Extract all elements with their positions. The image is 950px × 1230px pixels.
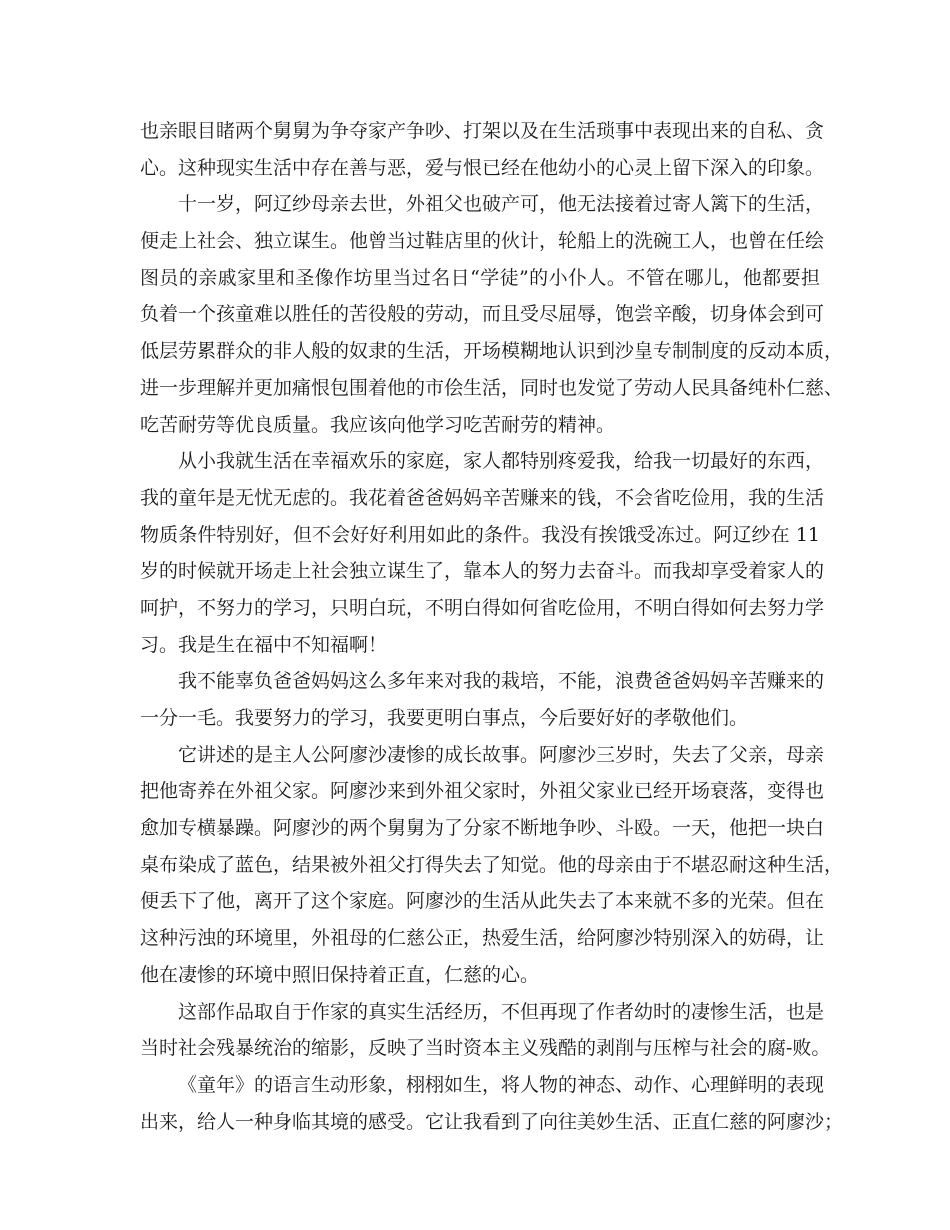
text-line: 它讲述的是主人公阿廖沙凄惨的成长故事。阿廖沙三岁时，失去了父亲，母亲 [178, 743, 825, 766]
text-line: 心。这种现实生活中存在善与恶，爱与恨已经在他幼小的心灵上留下深入的印象。 [140, 156, 825, 179]
text-line: 图员的亲戚家里和圣像作坊里当过名日“学徒”的小仆人。不管在哪儿，他都要担 [140, 266, 820, 289]
text-line: 进一步理解并更加痛恨包围着他的市侩生活，同时也发觉了劳动人民具备纯朴仁慈、 [140, 376, 844, 399]
text-line: 当时社会残暴统治的缩影，反映了当时资本主义残酷的剥削与压榨与社会的腐-败。 [140, 1037, 831, 1060]
text-line: 从小我就生活在幸福欢乐的家庭，家人都特别疼爱我，给我一切最好的东西， [178, 450, 825, 473]
text-line: 这部作品取自于作家的真实生活经历，不但再现了作者幼时的凄惨生活，也是 [178, 1000, 825, 1023]
text-line: 这种污浊的环境里，外祖母的仁慈公正，热爱生活，给阿廖沙特别深入的妨碍，让 [140, 927, 825, 950]
text-line: 便走上社会、独立谋生。他曾当过鞋店里的伙计，轮船上的洗碗工人，也曾在任绘 [140, 230, 825, 253]
text-line: 物质条件特别好，但不会好好利用如此的条件。我没有挨饿受冻过。阿辽纱在 11 [140, 523, 820, 546]
text-line: 十一岁，阿辽纱母亲去世，外祖父也破产可，他无法接着过寄人篱下的生活， [178, 193, 825, 216]
text-line: 我不能辜负爸爸妈妈这么多年来对我的栽培，不能，浪费爸爸妈妈辛苦赚来的 [178, 670, 825, 693]
text-line: 我的童年是无忧无虑的。我花着爸爸妈妈辛苦赚来的钱，不会省吃俭用，我的生活 [140, 486, 825, 509]
text-line: 习。我是生在福中不知福啊！ [140, 633, 388, 656]
text-line: 把他寄养在外祖父家。阿廖沙来到外祖父家时，外祖父家业已经开场衰落，变得也 [140, 780, 825, 803]
text-line: 桌布染成了蓝色，结果被外祖父打得失去了知觉。他的母亲由于不堪忍耐这种生活， [140, 853, 844, 876]
text-line: 一分一毛。我要努力的学习，我要更明白事点，今后要好好的孝敬他们。 [140, 707, 749, 729]
text-line: 也亲眼目睹两个舅舅为争夺家产争吵、打架以及在生活琐事中表现出来的自私、贪 [140, 120, 825, 142]
text-line: 出来，给人一种身临其境的感受。它让我看到了向往美妙生活、正直仁慈的阿廖沙； [140, 1110, 844, 1133]
text-line: 吃苦耐劳等优良质量。我应该向他学习吃苦耐劳的精神。 [140, 413, 616, 436]
text-line: 呵护，不努力的学习，只明白玩，不明白得如何省吃俭用，不明白得如何去努力学 [140, 596, 825, 619]
text-line: 低层劳累群众的非人般的奴隶的生活，开场模糊地认识到沙皇专制制度的反动本质， [140, 340, 844, 363]
text-line: 他在凄惨的环境中照旧保持着正直，仁慈的心。 [140, 963, 540, 986]
text-line: 愈加专横暴躁。阿廖沙的两个舅舅为了分家不断地争吵、斗殴。一天，他把一块白 [140, 817, 825, 840]
text-line: 便丢下了他，离开了这个家庭。阿廖沙的生活从此失去了本来就不多的光荣。但在 [140, 890, 825, 913]
text-line: 岁的时候就开场走上社会独立谋生了，靠本人的努力去奋斗。而我却享受着家人的 [140, 560, 825, 583]
document-body [140, 113, 844, 1140]
text-line: 负着一个孩童难以胜任的苦役般的劳动，而且受尽屈辱，饱尝辛酸，切身体会到可 [140, 303, 825, 326]
text-line: 《童年》的语言生动形象，栩栩如生，将人物的神态、动作、心理鲜明的表现 [178, 1073, 825, 1096]
